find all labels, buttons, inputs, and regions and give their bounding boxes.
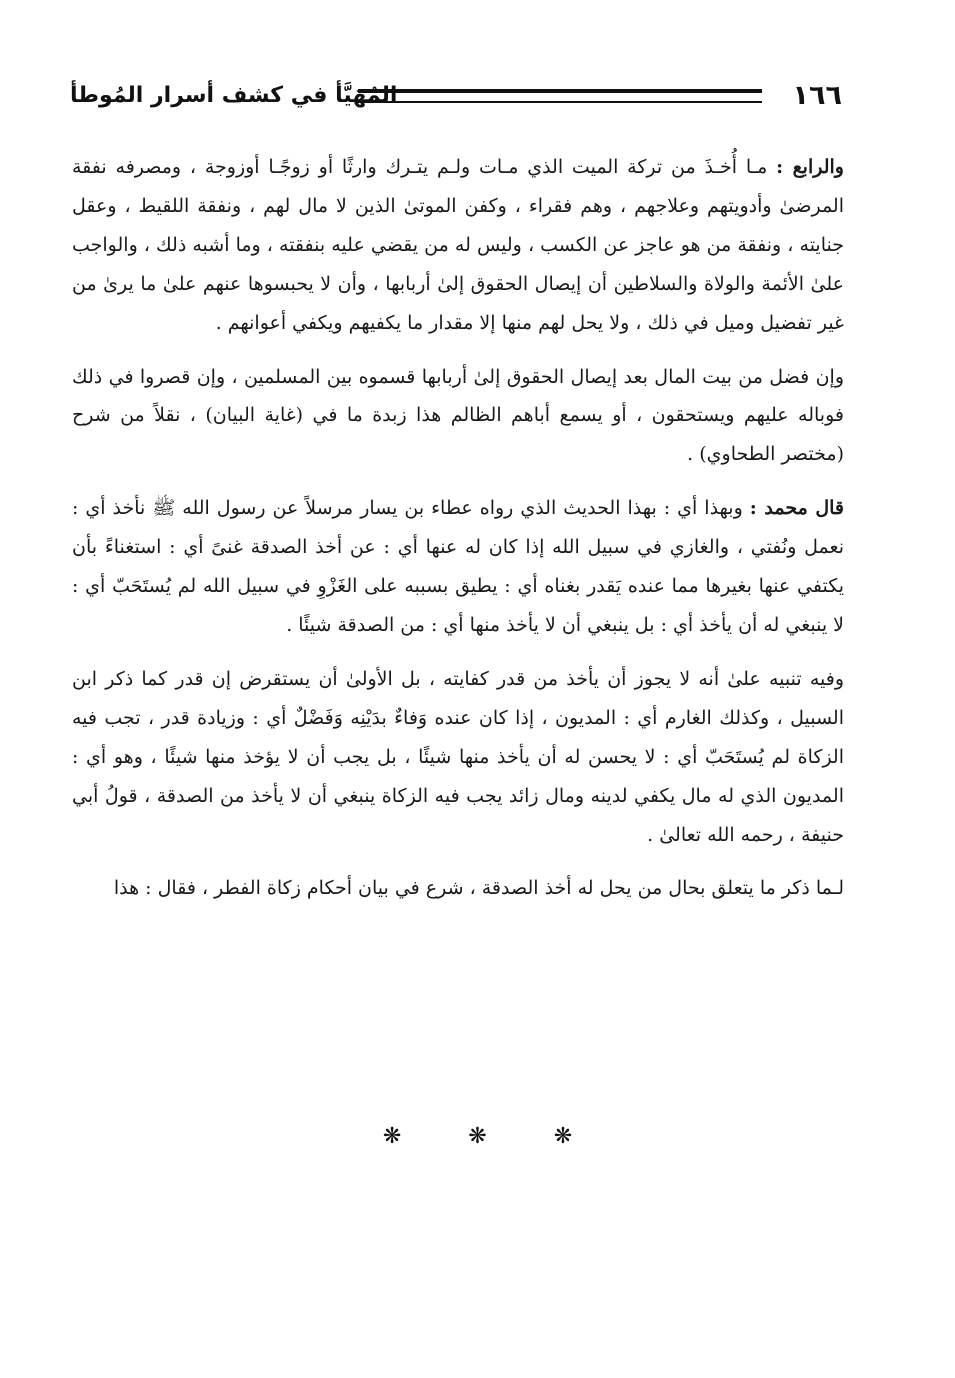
paragraph-text: لـما ذكر ما يتعلق بحال من يحل له أخذ الصدقة ، شرع في بيان أحكام زكاة الفطر ، فقال : هذا bbox=[113, 877, 844, 900]
paragraph-4 bbox=[72, 660, 844, 855]
header-rule bbox=[358, 89, 762, 103]
page-number: ١٦٦ bbox=[792, 80, 842, 111]
body-text bbox=[72, 148, 844, 923]
paragraph-text: مـا أُخـذَ من تركة الميت الذي مـات ولـم يتـرك وارثًا أو زوجًـا أوزوجة ، ومصرفه نفقة المرضىٰ وأدويتهم وعلاجهم ، وهم فقراء ، وكفن الموتىٰ الذين لا مال لهم ، ونفقة اللقيط ، وعقل جنايته ، ونفقة من هو عاجز عن الكسب ، وليس له من يقضي عليه بنفقته ، وما أشبه ذلك ، والواجب علىٰ الأئمة والولاة والسلاطين أن إيصال الحقوق إلىٰ أربابها ، وأن لا يحبسوها عنهم علىٰ ما يرىٰ من غير تفضيل وميل في ذلك ، ولا يحل لهم منها إلا مقدار ما يكفيهم ويكفي أعوانهم . bbox=[72, 156, 844, 334]
paragraph-lead: قال محمد : bbox=[749, 497, 845, 520]
paragraph-lead: والرابع : bbox=[776, 156, 844, 178]
paragraph-text: وإن فضل من بيت المال بعد إيصال الحقوق إلىٰ أربابها قسموه بين المسلمين ، وإن قصروا في ذلك فوباله عليهم ويستحقون ، أو يسمع أباهم الظالم هذا زبدة ما في (غاية البيان) ، نقلاً من شرح (مختصر الطحاوي) . bbox=[72, 365, 844, 466]
page-header bbox=[70, 76, 850, 120]
asterism-ornament-icon: ❋ bbox=[553, 1124, 573, 1149]
paragraph-3 bbox=[72, 489, 844, 645]
paragraph-text: وبهذا أي : بهذا الحديث الذي رواه عطاء بن يسار مرسلاً عن رسول الله ﷺ نأخذ أي : نعمل ونُفتي ، والغازي في سبيل الله إذا كان له عنها أي : عن أخذ الصدقة غنىً أي : استغناءً بأن يكتفي عنها بغيرها مما عنده يَقدر بغناه أي : يطيق بسببه على الغَزْوِ في سبيل الله لم يُستَحَبّ أي : لا ينبغي له أن يأخذ أي : بل ينبغي أن لا يأخذ منها أي : من الصدقة شيئًا . bbox=[72, 497, 844, 636]
paragraph-1 bbox=[72, 148, 844, 343]
paragraph-text: وفيه تنبيه علىٰ أنه لا يجوز أن يأخذ من قدر كفايته ، بل الأولىٰ أن يستقرض إن قدر كما ذكر ابن السبيل ، وكذلك الغارم أي : المديون ، إذا كان عنده وَفاءٌ بدَيْنِه وَفَضْلٌ أي : وزيادة قدر ، تجب فيه الزكاة لم يُستَحَبّ أي : لا يحسن له أن يأخذ منها شيئًا ، بل يجب أن لا يؤخذ منها شيئًا ، وهو أي : المديون الذي له مال يكفي لدينه ومال زائد يجب فيه الزكاة ينبغي أن لا يأخذ من الصدقة ، قولُ أبي حنيفة ، رحمه الله تعالىٰ . bbox=[72, 667, 844, 846]
asterism-ornament-icon: ❋ bbox=[468, 1124, 487, 1149]
paragraph-5 bbox=[72, 869, 844, 908]
paragraph-2 bbox=[72, 358, 844, 475]
book-title: المُهَيَّأ في كشف أسرار المُوطأ bbox=[70, 83, 398, 108]
section-end-ornaments bbox=[0, 1124, 955, 1149]
asterism-ornament-icon: ❋ bbox=[382, 1124, 402, 1149]
